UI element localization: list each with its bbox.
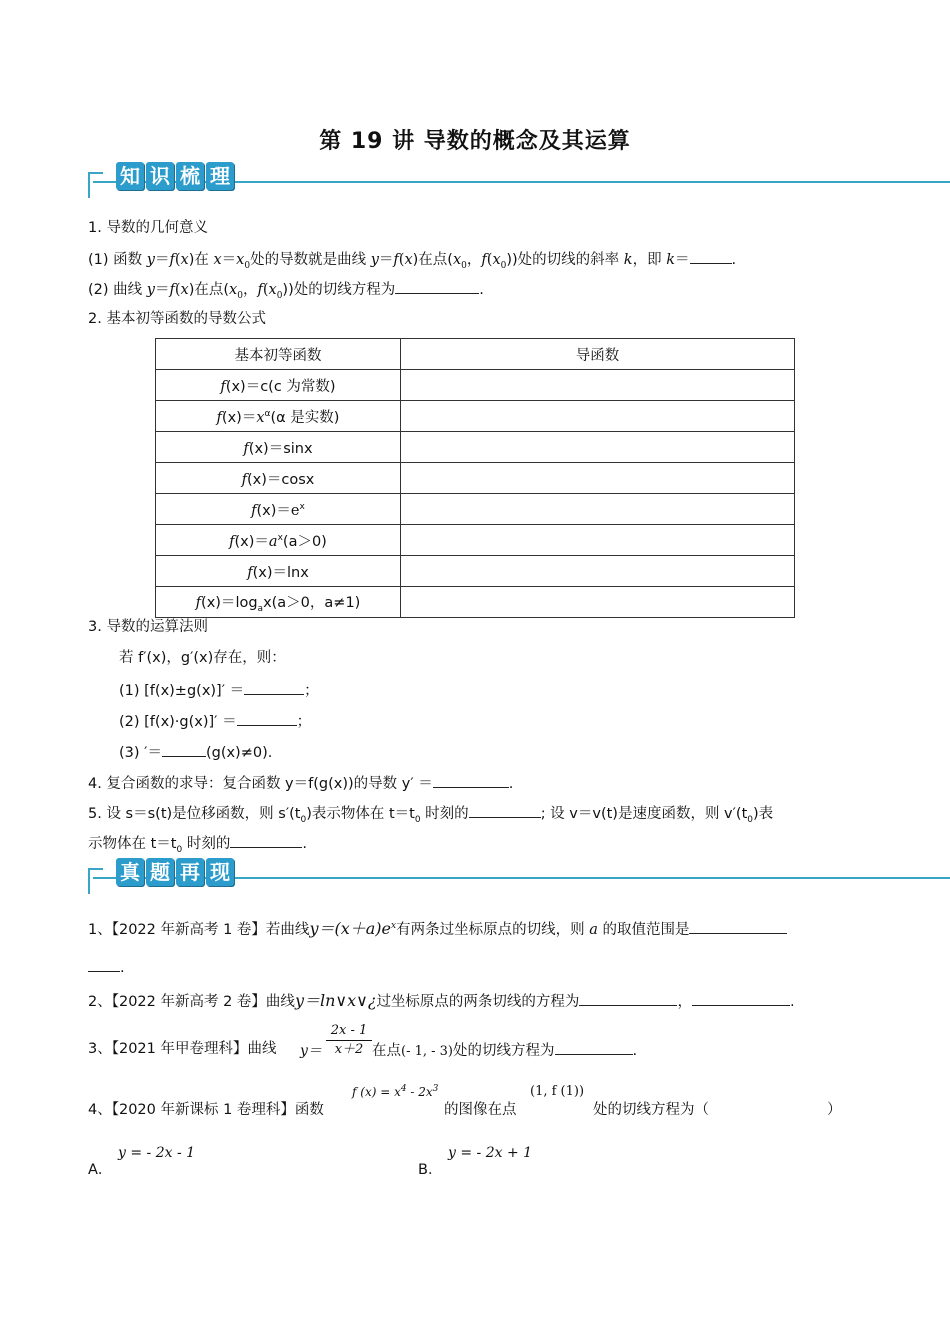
- answer-blank[interactable]: [162, 741, 206, 757]
- fn: (x)＝: [234, 533, 269, 550]
- fn: a: [268, 533, 278, 550]
- header-corner: [88, 172, 103, 187]
- var: k: [623, 252, 633, 268]
- text: .: [120, 960, 125, 976]
- fn: f: [243, 440, 249, 457]
- subscript: 0: [244, 260, 251, 271]
- text: )在点(: [188, 282, 230, 298]
- s1-line2: [88, 278, 484, 306]
- answer-blank[interactable]: [237, 710, 297, 726]
- text: )在点(: [412, 252, 453, 268]
- var: x: [180, 282, 189, 298]
- fn: sinx: [283, 440, 313, 457]
- fn: c(c 为常数): [260, 378, 336, 395]
- option-a[interactable]: y = - 2x - 1: [118, 1145, 196, 1161]
- function-cell: [156, 587, 401, 618]
- formula: - 2x: [406, 1085, 433, 1099]
- var: f: [481, 252, 487, 268]
- subscript: 0: [500, 260, 507, 271]
- question-4-prefix: 4、【2020 年新课标 1 卷理科】函数: [88, 1102, 324, 1118]
- subscript: 0: [176, 844, 183, 855]
- derivative-cell[interactable]: [401, 587, 795, 618]
- question-4-end: [593, 1100, 842, 1120]
- text: )在: [188, 252, 214, 268]
- formula: y＝ln∨x∨¿: [294, 991, 377, 1010]
- header-char: 梳: [176, 162, 204, 190]
- text: .: [508, 776, 514, 792]
- text: (2) [f(x)·g(x)]′ ＝: [119, 714, 237, 730]
- table-row: [156, 587, 795, 618]
- var: f: [169, 252, 175, 268]
- formula: y＝(x＋a)e: [309, 918, 391, 938]
- text: ，: [242, 282, 258, 298]
- text: 4. 复合函数的求导：复合函数 y＝f(g(x))的导数 y′ ＝: [88, 776, 433, 792]
- fn: (x)＝: [221, 409, 257, 426]
- var: f: [169, 282, 175, 298]
- subscript: 0: [300, 814, 307, 825]
- var: y＝: [300, 1043, 322, 1059]
- header-char: 现: [206, 858, 234, 886]
- question-4-point: (1, f (1)): [530, 1084, 585, 1099]
- text: 过坐标原点的两条切线的方程为: [376, 994, 580, 1010]
- text: .: [302, 836, 307, 852]
- fn: f: [241, 471, 247, 488]
- subscript: 0: [276, 290, 283, 301]
- text: (: [262, 282, 269, 298]
- superscript: x: [391, 921, 397, 931]
- header-tail: [88, 879, 90, 894]
- text: 时刻的: [420, 806, 469, 822]
- text: .: [731, 252, 737, 268]
- header-tail: [88, 183, 90, 198]
- answer-blank[interactable]: [230, 832, 302, 848]
- function-cell: [156, 494, 401, 525]
- text: 处的切线方程为（: [593, 1102, 709, 1118]
- fn: (x)＝: [248, 440, 284, 457]
- text: ＝: [221, 252, 237, 268]
- fn: log: [235, 594, 258, 611]
- s3-heading: 3. 导数的运算法则: [88, 619, 208, 635]
- fn: e: [290, 502, 300, 519]
- table-row: [156, 370, 795, 401]
- answer-blank[interactable]: [692, 990, 790, 1006]
- header-char: 题: [146, 858, 174, 886]
- table-row: [156, 463, 795, 494]
- text: 时刻的: [182, 836, 231, 852]
- s3-rule3: [119, 741, 272, 763]
- text: (: [486, 252, 493, 268]
- s3-rule1: [119, 679, 319, 701]
- text: (: [174, 252, 181, 268]
- text: (g(x)≠0).: [205, 745, 273, 761]
- fn: (α 是实数): [270, 409, 340, 426]
- question-4-mid: 的图像在点: [444, 1102, 517, 1118]
- text: ＝: [378, 252, 394, 268]
- header-char: 真: [116, 858, 144, 886]
- text: (: [174, 282, 181, 298]
- subscript: 0: [414, 814, 421, 825]
- s3-rule2: [119, 710, 311, 732]
- fn: (x)＝: [246, 471, 282, 488]
- answer-blank[interactable]: [244, 679, 304, 695]
- subscript: 0: [747, 814, 754, 825]
- text: )表: [753, 806, 774, 822]
- function-cell: [156, 556, 401, 587]
- header-corner: [88, 868, 103, 883]
- function-cell: [156, 370, 401, 401]
- subscript: 0: [237, 290, 243, 301]
- answer-blank[interactable]: [579, 990, 677, 1006]
- formula: f (x) = x: [352, 1085, 401, 1099]
- text: (3) ′＝: [119, 745, 162, 761]
- var: y: [146, 252, 155, 268]
- option-b[interactable]: y = - 2x + 1: [448, 1145, 533, 1161]
- var: x: [236, 252, 245, 268]
- text: ；: [296, 714, 312, 730]
- derivative-cell[interactable]: [401, 370, 795, 401]
- superscript: x: [277, 532, 283, 543]
- fn: (x)＝: [256, 502, 291, 519]
- fn: f: [251, 502, 257, 519]
- answer-blank[interactable]: [88, 956, 120, 972]
- question-2: [88, 990, 795, 1012]
- question-3-rest: [372, 1039, 637, 1062]
- s5-line1: [88, 802, 773, 830]
- fn: f: [220, 378, 226, 395]
- section-header-knowledge: [88, 156, 950, 196]
- answer-blank[interactable]: [395, 278, 479, 294]
- text: 有两条过坐标原点的切线，则: [396, 921, 590, 938]
- page-title: 第 19 讲 导数的概念及其运算: [319, 129, 631, 154]
- fn: f: [195, 594, 202, 611]
- text: (1) 函数: [88, 252, 147, 268]
- var: y: [146, 282, 155, 298]
- derivative-cell[interactable]: [401, 494, 795, 525]
- point: (- 1, - 3): [401, 1044, 453, 1059]
- text: (2) 曲线: [88, 282, 147, 298]
- fn: x(a＞0，a≠1): [263, 594, 361, 611]
- numerator: 2x - 1: [326, 1022, 372, 1041]
- var: x: [229, 282, 238, 298]
- header-char: 识: [146, 162, 174, 190]
- text: ）: [827, 1102, 842, 1118]
- derivative-cell[interactable]: [401, 463, 795, 494]
- fn: f: [229, 533, 235, 550]
- s1-heading: 1. 导数的几何意义: [88, 220, 208, 236]
- s5-line2: [88, 832, 307, 860]
- text: ；: [304, 683, 319, 699]
- superscript: 3: [432, 1084, 439, 1094]
- s1-line1: [88, 248, 736, 276]
- fn: lnx: [286, 564, 309, 581]
- derivative-cell[interactable]: [401, 401, 795, 432]
- var: x: [180, 252, 189, 268]
- fn: (a＞0): [282, 533, 327, 550]
- table-row: [156, 432, 795, 463]
- fn: f: [216, 409, 222, 426]
- text: 在点: [372, 1043, 401, 1059]
- text: ; 设 v＝v(t)是速度函数，则 v′(t: [540, 806, 748, 822]
- derivative-cell[interactable]: [401, 556, 795, 587]
- header-char: 理: [206, 162, 234, 190]
- function-cell: [156, 525, 401, 556]
- table-row: [156, 494, 795, 525]
- question-1: [88, 916, 787, 940]
- question-4-func: [352, 1084, 438, 1099]
- table-row: [156, 525, 795, 556]
- text: 的取值范围是: [597, 921, 690, 938]
- text: ，: [677, 994, 692, 1010]
- text: )表示物体在 t＝t: [306, 806, 415, 822]
- var: a: [589, 921, 598, 938]
- text: 示物体在 t＝t: [88, 836, 177, 852]
- var: x: [213, 252, 222, 268]
- text: 2、【2022 年新高考 2 卷】曲线: [88, 994, 295, 1010]
- fn: cosx: [281, 471, 315, 488]
- var: f: [393, 252, 399, 268]
- text: .: [632, 1043, 638, 1059]
- var: x: [268, 282, 277, 298]
- function-cell: [156, 401, 401, 432]
- derivative-table: [155, 338, 795, 618]
- text: .: [789, 994, 795, 1010]
- var: x: [404, 252, 413, 268]
- answer-blank[interactable]: [469, 802, 541, 818]
- superscript: α: [264, 408, 271, 419]
- text: ，即: [632, 252, 667, 268]
- answer-blank[interactable]: [690, 248, 732, 264]
- superscript: 4: [400, 1084, 407, 1094]
- header-char: 再: [176, 858, 204, 886]
- text: 处的切线方程为: [453, 1043, 555, 1059]
- table-header-row: [156, 339, 795, 370]
- answer-blank[interactable]: [555, 1039, 633, 1055]
- var: x: [492, 252, 501, 268]
- question-1-cont: [88, 956, 125, 978]
- s3-intro: 若 f′(x)，g′(x)存在，则：: [119, 650, 286, 666]
- text: ))处的切线方程为: [282, 282, 396, 298]
- table-header: 基本初等函数: [156, 339, 401, 370]
- text: ＝: [675, 252, 690, 268]
- s4-line: [88, 772, 513, 794]
- fn: x: [256, 409, 265, 426]
- table-header: 导函数: [401, 339, 795, 370]
- text: 5. 设 s＝s(t)是位移函数，则 s′(t: [88, 806, 301, 822]
- var: x: [452, 252, 462, 268]
- var: k: [666, 252, 675, 268]
- text: .: [479, 282, 484, 298]
- table-row: [156, 556, 795, 587]
- header-char: 知: [116, 162, 144, 190]
- var: f: [257, 282, 263, 298]
- fn: (x)＝: [252, 564, 287, 581]
- answer-blank[interactable]: [689, 918, 787, 934]
- text: ＝: [154, 282, 170, 298]
- s2-heading: 2. 基本初等函数的导数公式: [88, 311, 266, 327]
- text: ，: [466, 252, 482, 268]
- denominator: x＋2: [334, 1042, 364, 1057]
- derivative-cell[interactable]: [401, 525, 795, 556]
- superscript: x: [299, 501, 305, 512]
- function-cell: [156, 432, 401, 463]
- text: ＝: [154, 252, 170, 268]
- text: ))处的切线的斜率: [506, 252, 624, 268]
- question-3-prefix: 3、【2021 年甲卷理科】曲线: [88, 1041, 277, 1057]
- option-a-label[interactable]: A．: [88, 1162, 113, 1178]
- subscript: a: [257, 603, 264, 614]
- fn: f: [247, 564, 253, 581]
- subscript: 0: [461, 260, 467, 271]
- table-row: [156, 401, 795, 432]
- option-b-label[interactable]: B．: [418, 1162, 443, 1178]
- fn: (x)＝: [225, 378, 261, 395]
- var: y: [370, 252, 379, 268]
- fraction: [326, 1022, 372, 1059]
- derivative-cell[interactable]: [401, 432, 795, 463]
- question-3-yeq: [300, 1040, 322, 1060]
- text: 1、【2022 年新高考 1 卷】若曲线: [88, 921, 310, 938]
- function-cell: [156, 463, 401, 494]
- fn: (x)＝: [201, 594, 236, 611]
- answer-blank[interactable]: [433, 772, 509, 788]
- text: (1) [f(x)±g(x)]′ ＝: [119, 683, 245, 699]
- text: (: [398, 252, 405, 268]
- text: 处的导数就是曲线: [250, 252, 371, 268]
